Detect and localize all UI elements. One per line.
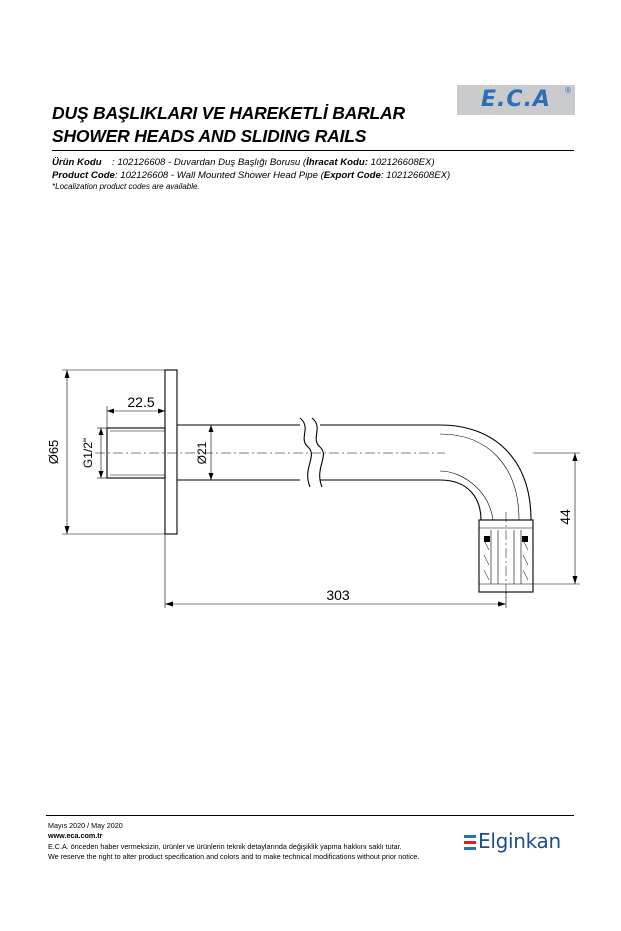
elginkan-logo-bars-icon <box>464 835 476 852</box>
footer-disclaimer-en: We reserve the right to alter product specification and colors and to make technical modifications without prior notice. <box>48 852 420 861</box>
dim-flange-diameter: Ø65 <box>46 439 61 465</box>
dim-drop: 44 <box>557 509 573 525</box>
dim-thread-length: 22.5 <box>127 394 155 410</box>
elginkan-wordmark: Elginkan <box>478 829 561 853</box>
page-title-tr: DUŞ BAŞLIKLARI VE HAREKETLİ BARLAR <box>52 103 405 123</box>
wall-flange <box>165 370 177 534</box>
footer-website-link[interactable]: www.eca.com.tr <box>48 831 103 840</box>
o-ring-right <box>522 536 528 542</box>
page-title-en: SHOWER HEADS AND SLIDING RAILS <box>52 126 367 146</box>
dim-total-length: 303 <box>326 587 350 603</box>
export-code-value-tr: 102126608EX) <box>367 157 435 168</box>
logo-text: E.C.A <box>481 87 551 112</box>
product-code-label-en: Product Code <box>52 170 115 181</box>
footer-divider <box>46 815 574 816</box>
dim-pipe-diameter: Ø21 <box>195 441 209 465</box>
localization-note: *Localization product codes are available. <box>52 182 200 191</box>
export-code-label-tr: İhracat Kodu: <box>306 157 368 168</box>
dim-thread: G1/2" <box>81 437 95 469</box>
footer-disclaimer-tr: E.C.A. önceden haber vermeksizin, ürünler ve ürünlerin teknik detaylarında değişiklik yapma hakkını saklı tutar. <box>48 842 402 851</box>
export-code-value-en: : 102126608EX) <box>380 170 451 181</box>
footer-date: Mayıs 2020 / May 2020 <box>48 821 123 830</box>
product-code-value-tr: : 102126608 - Duvardan Duş Başlığı Borusu ( <box>112 157 307 168</box>
product-code-value-en: : 102126608 - Wall Mounted Shower Head Pipe ( <box>114 170 324 181</box>
pipe-body <box>177 418 531 520</box>
export-code-label-en: Export Code <box>323 170 381 181</box>
product-code-label-tr: Ürün Kodu <box>52 157 102 168</box>
o-ring-left <box>484 536 490 542</box>
logo-registered-mark: ® <box>565 86 571 95</box>
